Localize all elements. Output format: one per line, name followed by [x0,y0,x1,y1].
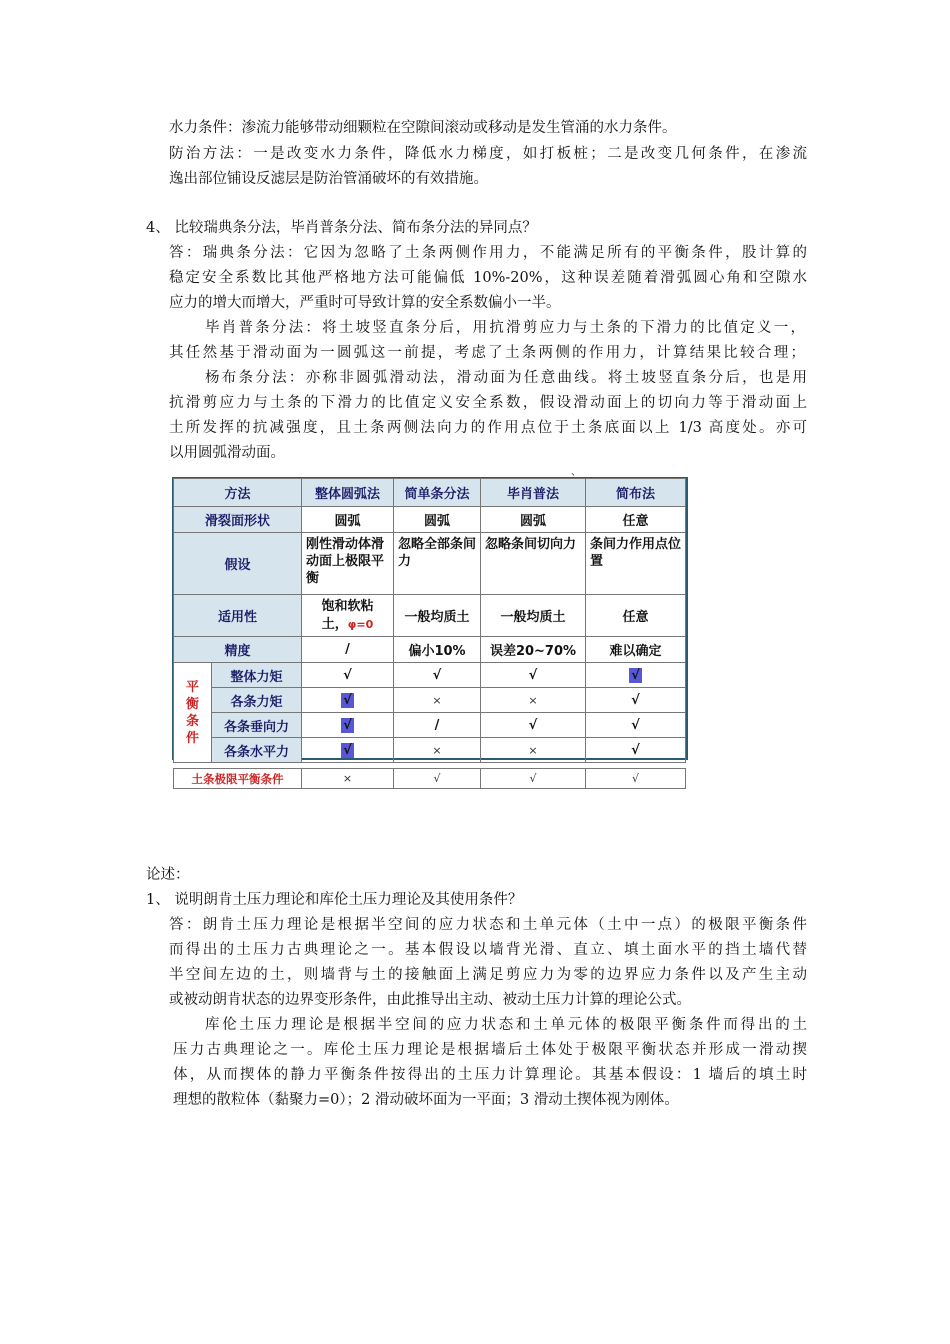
row-label: 各条力矩 [212,688,302,713]
table-cell: 一般均质土 [394,595,481,637]
table-cell: √ [586,738,686,763]
table-cell: × [302,769,394,789]
table-row [174,688,686,713]
table-cell: 刚性滑动体滑动面上极限平衡 [302,533,394,595]
table-row [174,637,686,663]
question-heading: 4、 比较瑞典条分法，毕肖普条分法、简布条分法的异同点？ [146,220,537,236]
text-line: 防治方法：一是改变水力条件，降低水力梯度，如打板桩；二是改变几何条件，在渗流 [169,146,807,162]
table-cell: 圆弧 [394,507,481,533]
table-cell: √ [586,769,686,789]
header-bishop: 毕肖普法 [481,479,586,507]
text-line: 土所发挥的抗减强度，且土条两侧法向力的作用点位于土条底面以上 1/3 高度处。亦可 [169,420,807,436]
table-cell: √ [586,688,686,713]
comparison-table [173,478,686,789]
table-cell: 忽略条间切向力 [481,533,586,595]
header-janbu: 简布法 [586,479,686,507]
table-cell: 难以确定 [586,637,686,663]
row-label: 假设 [174,533,302,595]
table-cell: √ [302,663,394,688]
row-label: 精度 [174,637,302,663]
table-cell: 条间力作用点位置 [586,533,686,595]
table-cell: √ [394,663,481,688]
table-cell [302,738,394,763]
text-line: 库伦土压力理论是根据半空间的应力状态和土单元体的极限平衡条件而得出的土 [205,1017,807,1033]
cell-text: 饱和软粘 [321,598,374,614]
table-cell: 任意 [586,507,686,533]
table-cell: √ [481,663,586,688]
text-line: 以用圆弧滑动面。 [169,445,285,461]
table-cell [302,688,394,713]
cell-text: 土， [321,616,348,632]
side-char: 平 [185,679,199,695]
text-line: 应力的增大而增大，严重时可导致计算的安全系数偏小一半。 [169,295,561,311]
row-label: 滑裂面形状 [174,507,302,533]
table-cell: √ [481,713,586,738]
phi-zero: φ=0 [347,617,374,631]
text-line: 而得出的土压力古典理论之一。基本假设以墙背光滑、直立、填土面水平的挡土墙代替 [169,942,807,958]
table-row [174,713,686,738]
table-cell: / [394,713,481,738]
table-cell: × [481,738,586,763]
text-line: 抗滑剪应力与土条的下滑力的比值定义安全系数，假设滑动面上的切向力等于滑动面上 [169,395,807,411]
header-simple-slice: 简单条分法 [394,479,481,507]
side-char: 衡 [185,696,199,712]
row-label: 适用性 [174,595,302,637]
text-line: 杨布条分法：亦称非圆弧滑动法，滑动面为任意曲线。将土坡竖直条分后，也是用 [205,370,807,386]
header-whole-arc: 整体圆弧法 [302,479,394,507]
table-cell: 忽略全部条间力 [394,533,481,595]
table-cell: 偏小10% [394,637,481,663]
table-row [174,533,686,595]
stray-mark: 、 [571,467,581,478]
table-row [174,595,686,637]
text-line: 稳定安全系数比其他严格地方法可能偏低 10%-20%，这种误差随着滑弧圆心角和空隙水 [169,270,807,286]
table-cell: 一般均质土 [481,595,586,637]
table-cell [302,595,394,637]
table-cell: 任意 [586,595,686,637]
text-line: 压力古典理论之一。库伦土压力理论是根据墙后土体处于极限平衡状态并形成一滑动揳 [173,1042,807,1058]
table-row [174,769,686,789]
row-label: 土条极限平衡条件 [174,769,302,789]
text-line: 答：瑞典条分法：它因为忽略了土条两侧作用力，不能满足所有的平衡条件，股计算的 [169,245,807,261]
comparison-table-figure [169,467,691,787]
side-char: 件 [185,730,199,746]
text-line: 或被动朗肯状态的边界变形条件，由此推导出主动、被动土压力计算的理论公式。 [169,992,691,1008]
table-cell: √ [586,713,686,738]
table-row [174,507,686,533]
table-cell [586,663,686,688]
table-cell: 圆弧 [302,507,394,533]
highlighted-check: √ [631,667,640,683]
highlighted-check: √ [343,742,352,758]
table-cell: / [302,637,394,663]
table-row [174,663,686,688]
text-line: 半空间左边的土，则墙背与土的接触面上满足剪应力为零的边界应力条件以及产生主动 [169,967,807,983]
text-line: 答：朗肯土压力理论是根据半空间的应力状态和土单元体（土中一点）的极限平衡条件 [169,917,807,933]
table-cell: × [481,688,586,713]
text-line: 水力条件：渗流力能够带动细颗粒在空隙间滚动或移动是发生管涌的水力条件。 [169,120,677,136]
table-cell: √ [481,769,586,789]
text-line: 体，从而揳体的静力平衡条件按得出的土压力计算理论。其基本假设：1 墙后的填土时 [173,1067,807,1083]
highlighted-check: √ [343,692,352,708]
row-label: 整体力矩 [212,663,302,688]
row-label: 各条水平力 [212,738,302,763]
table-cell: 圆弧 [481,507,586,533]
table-cell: × [394,738,481,763]
side-char: 条 [185,713,199,729]
section-heading: 论述： [146,867,190,883]
table-header-row [174,479,686,507]
table-cell: × [394,688,481,713]
table-row [174,738,686,763]
text-line: 理想的散粒体（黏聚力=0）；2 滑动破坏面为一平面；3 滑动土揳体视为刚体。 [173,1092,679,1108]
text-line: 逸出部位铺设反滤层是防治管涌破坏的有效措施。 [169,171,488,187]
text-line: 毕肖普条分法：将土坡竖直条分后，用抗滑剪应力与土条的下滑力的比值定义一， [205,320,805,336]
highlighted-check: √ [343,717,352,733]
table-cell [302,713,394,738]
table-cell: √ [394,769,481,789]
row-label: 各条垂向力 [212,713,302,738]
question-heading: 1、 说明朗肯土压力理论和库伦土压力理论及其使用条件？ [146,892,523,908]
balance-conditions-label [174,663,212,763]
table-cell: 误差20~70% [481,637,586,663]
header-method: 方法 [174,479,302,507]
text-line: 其任然基于滑动面为一圆弧这一前提，考虑了土条两侧的作用力，计算结果比较合理； [169,345,805,361]
